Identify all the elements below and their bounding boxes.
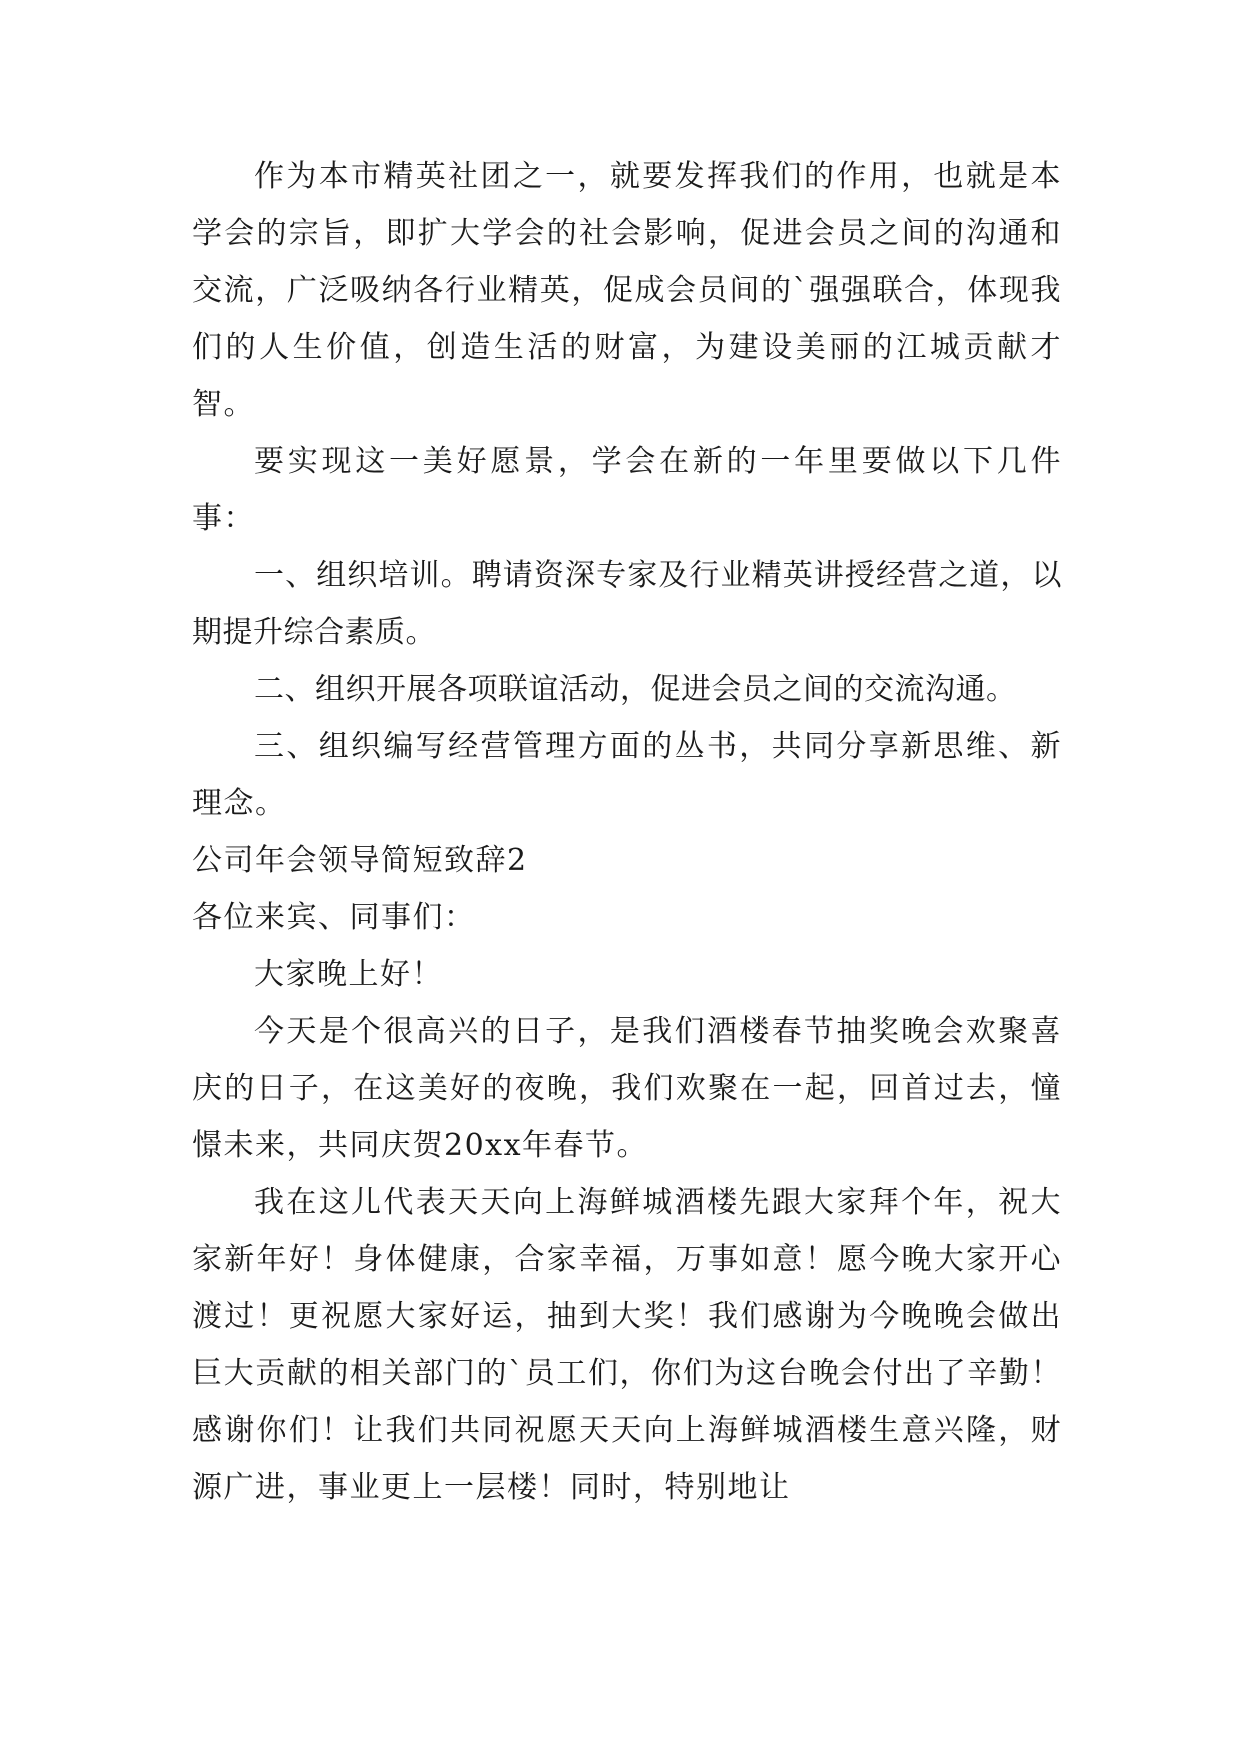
- greeting: 大家晚上好！: [254, 957, 443, 992]
- paragraph-item-training: 一、组织培训。聘请资深专家及行业精英讲授经营之道，以期提升综合素质。: [192, 558, 1062, 650]
- document-page: [192, 148, 1062, 1516]
- section-heading: 公司年会领导简短致辞2: [192, 843, 528, 878]
- paragraph-item-books: 三、组织编写经营管理方面的丛书，共同分享新思维、新理念。: [192, 729, 1062, 821]
- paragraph-celebration: 今天是个很高兴的日子，是我们酒楼春节抽奖晚会欢聚喜庆的日子，在这美好的夜晚，我们欢聚在一起，回首过去，憧憬未来，共同庆贺20xx年春节。: [192, 1014, 1062, 1163]
- paragraph-new-year-wishes: 我在这儿代表天天向上海鲜城酒楼先跟大家拜个年，祝大家新年好！身体健康，合家幸福，万事如意！愿今晚大家开心渡过！更祝愿大家好运，抽到大奖！我们感谢为今晚晚会做出巨大贡献的相关部门的`员工们，你们为这台晚会付出了辛勤！感谢你们！让我们共同祝愿天天向上海鲜城酒楼生意兴隆，财源广进，事业更上一层楼！同时，特别地让: [192, 1185, 1062, 1505]
- paragraph-item-activities: 二、组织开展各项联谊活动，促进会员之间的交流沟通。: [254, 672, 1017, 707]
- paragraph-vision: 要实现这一美好愿景，学会在新的一年里要做以下几件事：: [192, 444, 1062, 536]
- salutation: 各位来宾、同事们：: [192, 900, 476, 935]
- paragraph-society-purpose: 作为本市精英社团之一，就要发挥我们的作用，也就是本学会的宗旨，即扩大学会的社会影响，促进会员之间的沟通和交流，广泛吸纳各行业精英，促成会员间的`强强联合，体现我们的人生价值，创造生活的财富，为建设美丽的江城贡献才智。: [192, 159, 1062, 422]
